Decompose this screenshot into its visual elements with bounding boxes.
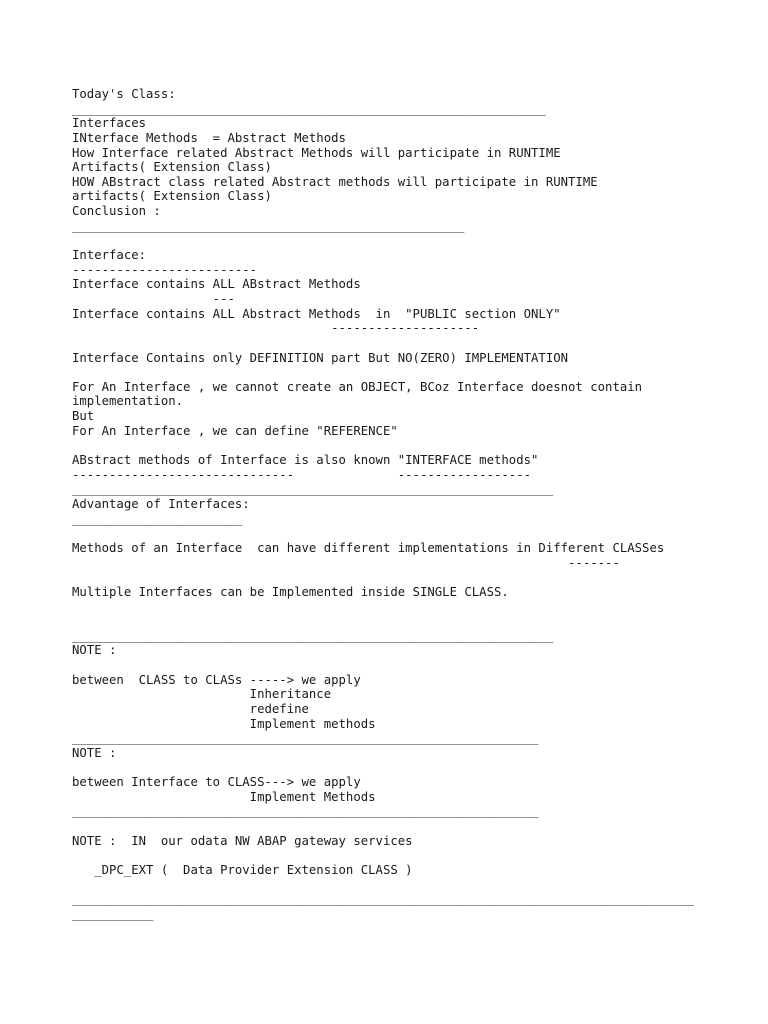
text-line: _____________________________________________________ [72,218,465,233]
text-line: Conclusion : [72,204,161,219]
text-line: --- [72,291,235,306]
document-body [72,87,752,922]
text-line [72,438,752,453]
text-line: How Interface related Abstract Methods will participate in RUNTIME [72,145,561,160]
text-line: For An Interface , we cannot create an OBJECT, BCoz Interface doesnot contain [72,379,643,394]
text-line: ___________ [72,906,154,921]
text-line [72,878,752,893]
text-line: between Interface to CLASS---> we apply [72,775,361,790]
text-line: Interface: [72,248,147,263]
text-line [72,233,752,248]
text-line: redefine [72,701,309,716]
text-line: Interface contains ALL Abstract Methods in "PUBLIC section ONLY" [72,306,561,321]
text-line: NOTE : IN our odata NW ABAP gateway services [72,833,413,848]
text-line: _________________________________________________________________ [72,628,554,643]
text-line: Interfaces [72,116,147,131]
text-line [72,819,752,834]
text-line: _______________________________________________________________ [72,731,539,746]
text-line [72,658,752,673]
text-line: But [72,409,95,424]
text-line: Methods of an Interface can have different implementations in Different CLASSes [72,540,665,555]
text-line [72,570,752,585]
text-line: implementation. [72,394,184,409]
text-line: Today's Class: [72,87,176,101]
text-line [72,848,752,863]
text-line: Advantage of Interfaces: [72,496,250,511]
text-line: _________________________________________________________________ [72,482,554,497]
text-line: ________________________________________________________________ [72,101,546,116]
text-line: _DPC_EXT ( Data Provider Extension CLASS ) [72,862,413,877]
text-line: Artifacts( Extension Class) [72,160,272,175]
text-line: Multiple Interfaces can be Implemented inside SINGLE CLASS. [72,584,509,599]
text-line: ------------------------------ ------------------ [72,467,532,482]
text-line [72,365,752,380]
text-line [72,526,752,541]
text-line: ____________________________________________________________________________________ [72,892,694,907]
text-line: HOW ABstract class related Abstract methods will participate in RUNTIME [72,174,598,189]
text-line: -------------------- [72,321,480,336]
text-line: _______________________________________________________________ [72,804,539,819]
text-line: INterface Methods = Abstract Methods [72,130,346,145]
text-line: Interface Contains only DEFINITION part But NO(ZERO) IMPLEMENTATION [72,350,569,365]
text-line: artifacts( Extension Class) [72,189,272,204]
text-line: NOTE : [72,643,117,658]
text-line: between CLASS to CLASs -----> we apply [72,672,361,687]
text-line: Interface contains ALL ABstract Methods [72,277,361,292]
text-line: ABstract methods of Interface is also known "INTERFACE methods" [72,453,539,468]
text-line: ------------------------- [72,262,258,277]
text-line: For An Interface , we can define "REFERENCE" [72,423,398,438]
text-line: Implement methods [72,716,376,731]
text-line: NOTE : [72,745,117,760]
text-line: Inheritance [72,687,332,702]
text-line: ------- [72,555,620,570]
text-line [72,614,752,629]
text-line [72,760,752,775]
text-line [72,336,752,351]
text-line [72,599,752,614]
text-line: _______________________ [72,511,243,526]
text-line: Implement Methods [72,789,376,804]
